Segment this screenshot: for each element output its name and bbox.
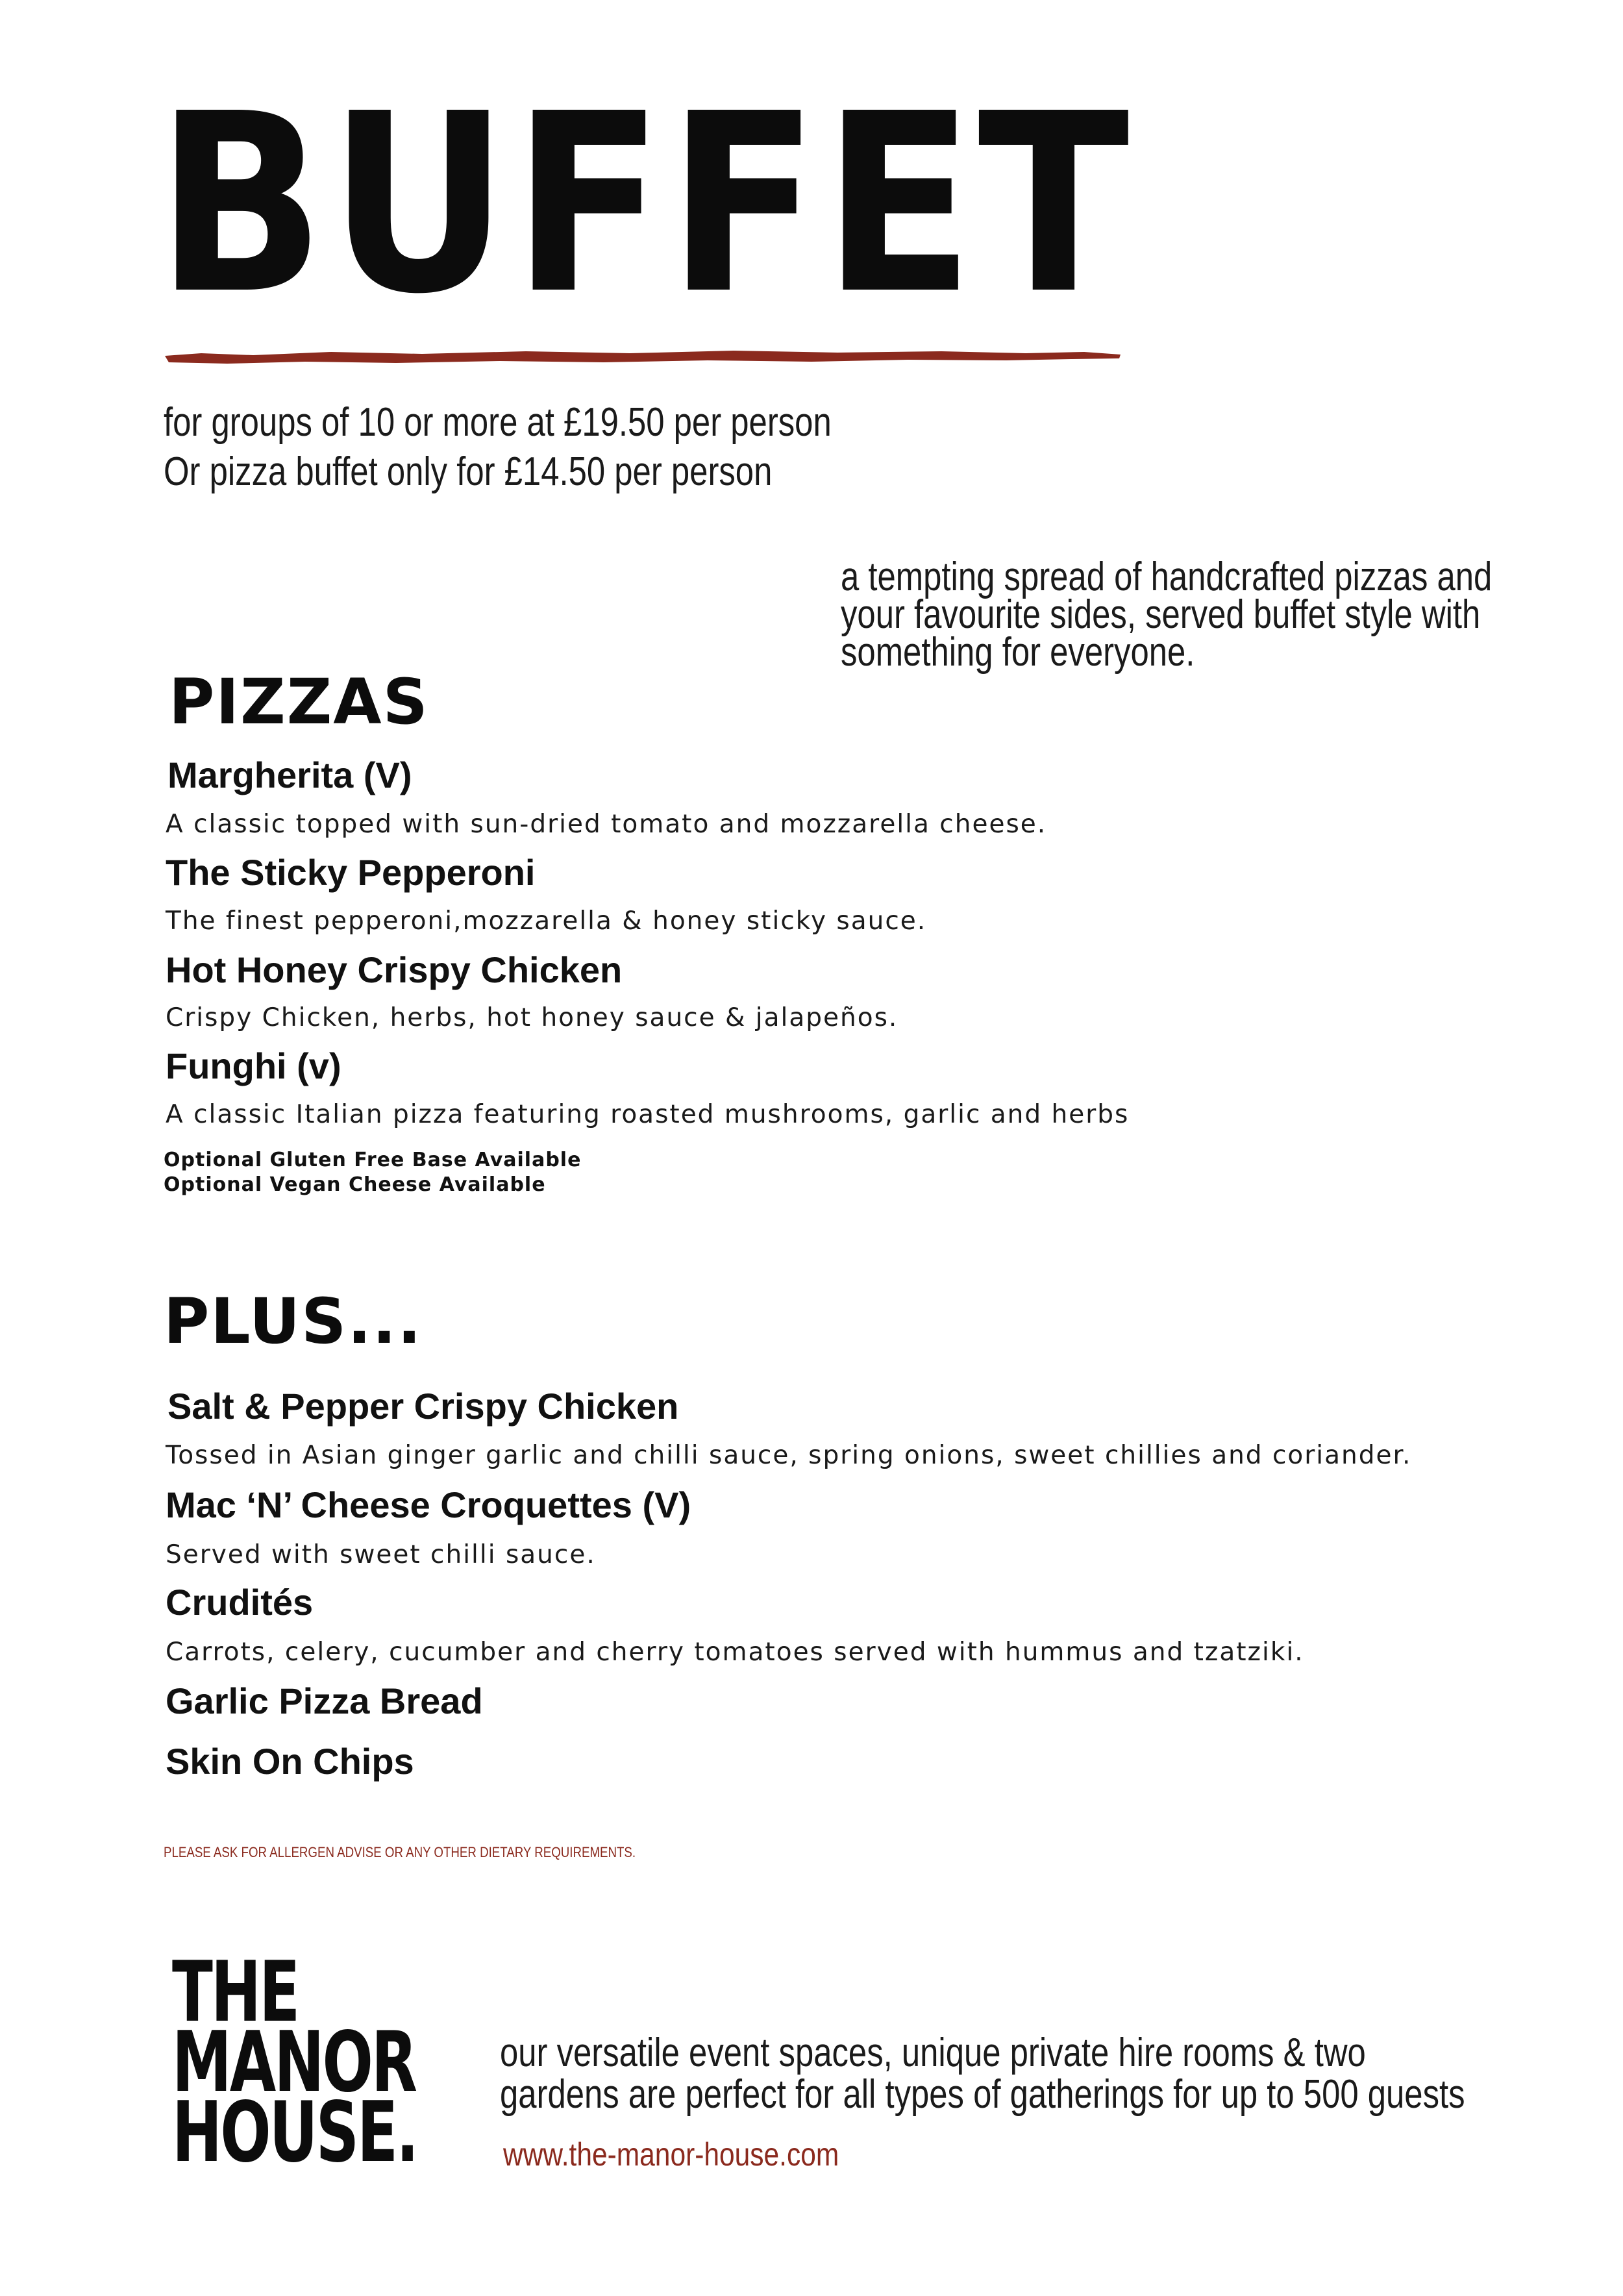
logo-line: MANOR xyxy=(172,2014,416,2111)
logo-line: HOUSE. xyxy=(172,2084,417,2181)
page-title: BUFFET xyxy=(156,60,1133,348)
logo-line: THE xyxy=(172,1944,299,2041)
price-line-pizza-only: Or pizza buffet only for £14.50 per person xyxy=(164,449,773,494)
venue-description-line: gardens are perfect for all types of gatherings for up to 500 guests xyxy=(500,2072,1465,2117)
intro-line: something for everyone. xyxy=(841,630,1195,675)
manor-house-logo xyxy=(172,1944,417,2181)
menu-item-desc: The finest pepperoni,mozzarella & honey sticky sauce. xyxy=(166,906,927,936)
vegan-cheese-note: Optional Vegan Cheese Available xyxy=(164,1173,546,1196)
menu-item-desc: Crispy Chicken, herbs, hot honey sauce & jalapeños. xyxy=(166,1003,898,1032)
venue-description xyxy=(500,2032,1511,2115)
brush-underline xyxy=(162,348,1123,366)
intro-line: your favourite sides, served buffet style with xyxy=(841,592,1481,637)
menu-item-desc: A classic Italian pizza featuring roasted mushrooms, garlic and herbs xyxy=(166,1100,1130,1129)
menu-item-desc: Served with sweet chilli sauce. xyxy=(166,1540,596,1569)
menu-item-desc: A classic topped with sun-dried tomato and mozzarella cheese. xyxy=(166,810,1047,839)
menu-item-desc: Tossed in Asian ginger garlic and chilli sauce, spring onions, sweet chillies and coriander. xyxy=(166,1441,1412,1470)
gluten-free-note: Optional Gluten Free Base Available xyxy=(164,1149,582,1171)
menu-item-name: Skin On Chips xyxy=(166,1741,414,1782)
menu-item-name: Mac ‘N’ Cheese Croquettes (V) xyxy=(166,1484,691,1525)
menu-item-name: Garlic Pizza Bread xyxy=(166,1680,483,1721)
menu-item-desc: Carrots, celery, cucumber and cherry tomatoes served with hummus and tzatziki. xyxy=(166,1638,1304,1667)
intro-line: a tempting spread of handcrafted pizzas and xyxy=(841,555,1493,599)
menu-item-name: Funghi (v) xyxy=(166,1045,341,1086)
menu-item-name: Salt & Pepper Crispy Chicken xyxy=(167,1386,679,1427)
pizzas-heading: PIZZAS xyxy=(169,666,429,738)
intro-text xyxy=(841,555,1528,675)
website-link[interactable]: www.the-manor-house.com xyxy=(503,2136,839,2173)
menu-item-name: Margherita (V) xyxy=(167,755,412,795)
price-line-groups: for groups of 10 or more at £19.50 per person xyxy=(164,400,832,445)
menu-item-name: Hot Honey Crispy Chicken xyxy=(166,949,623,990)
allergen-note: PLEASE ASK FOR ALLERGEN ADVISE OR ANY OTHER DIETARY REQUIREMENTS. xyxy=(164,1844,636,1860)
menu-item-name: The Sticky Pepperoni xyxy=(166,852,536,893)
menu-item-name: Crudités xyxy=(166,1582,314,1623)
venue-description-line: our versatile event spaces, unique private hire rooms & two xyxy=(500,2030,1366,2075)
plus-heading: PLUS... xyxy=(164,1285,423,1358)
